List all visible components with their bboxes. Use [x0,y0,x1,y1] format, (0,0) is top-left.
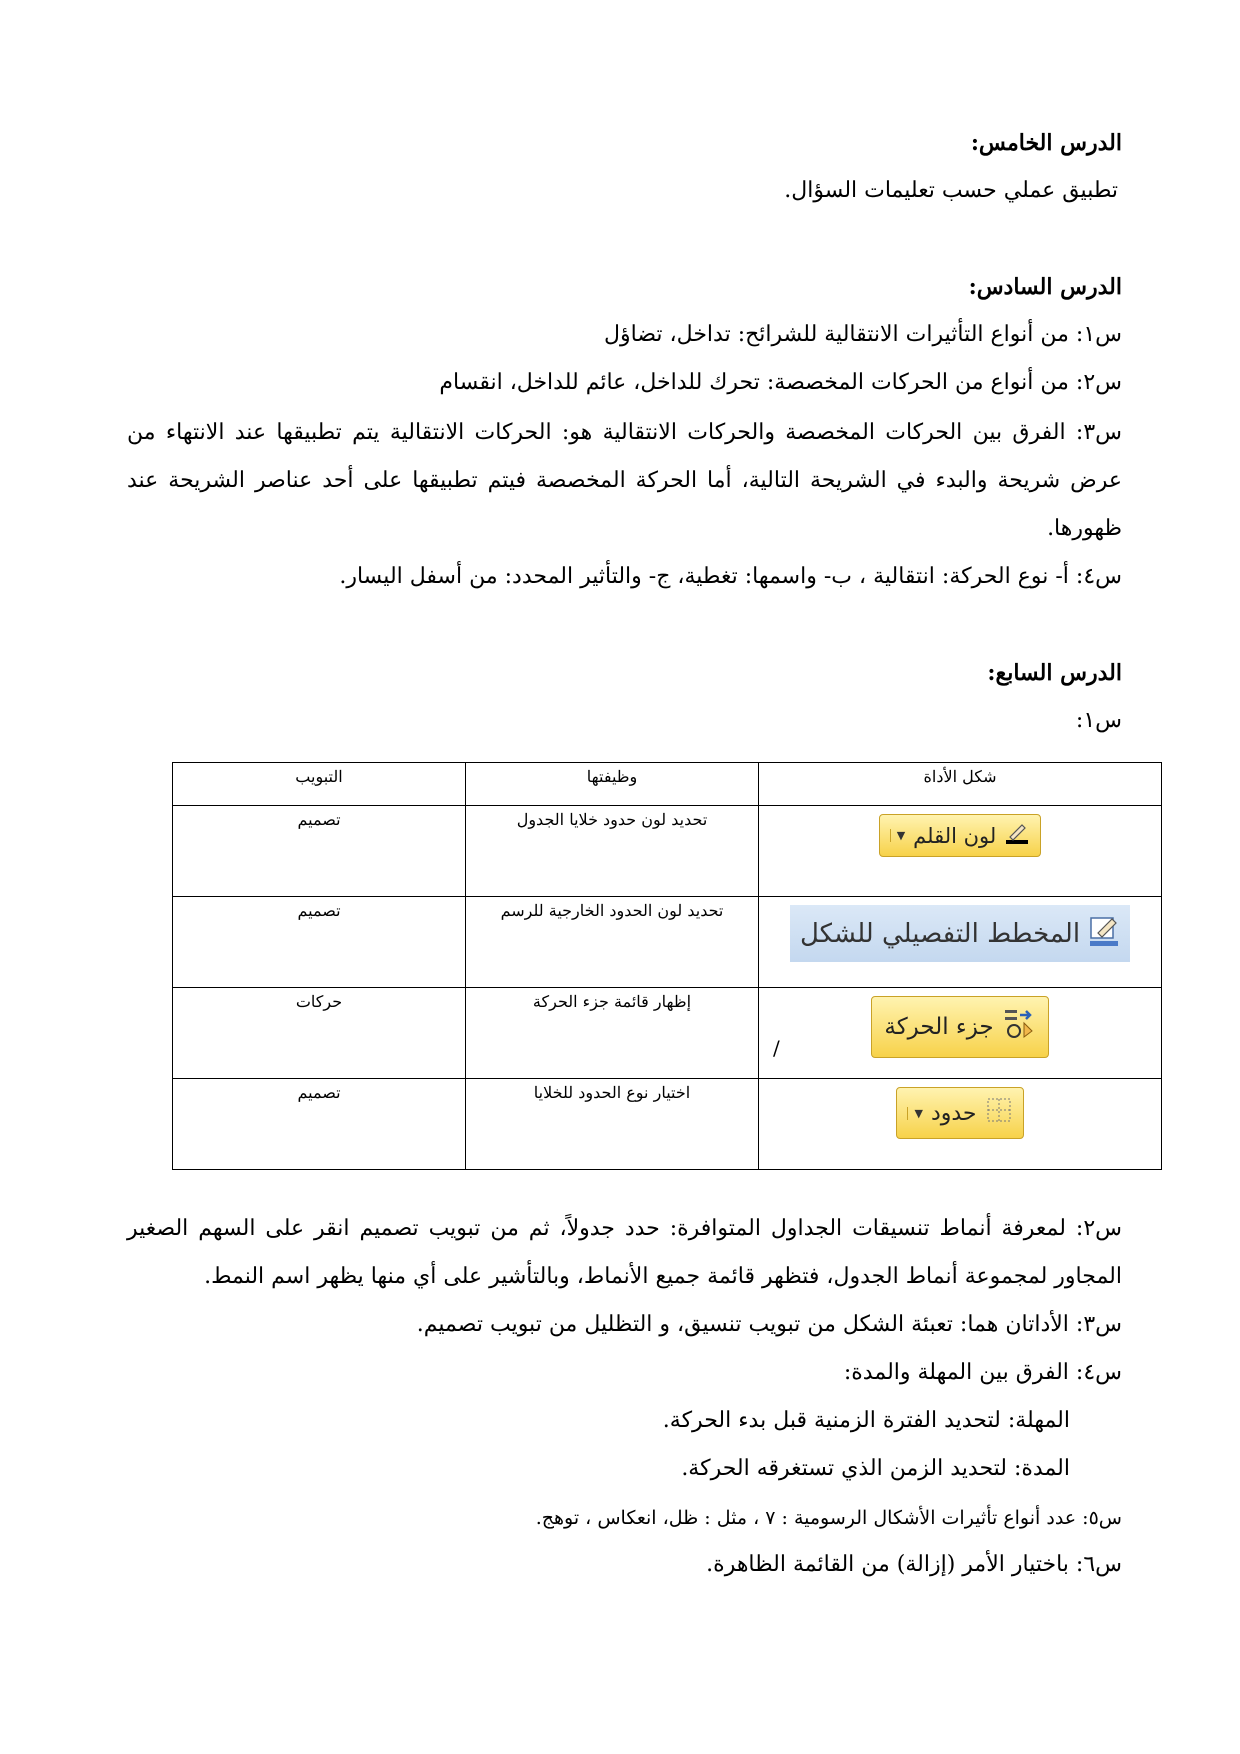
table-cell-tab: تصميم [173,1079,466,1170]
animation-pane-icon [1002,1007,1036,1047]
table-row [173,1079,1162,1170]
table-row [173,988,1162,1079]
lesson6-q3: س٣: الفرق بين الحركات المخصصة والحركات الانتقالية هو: الحركات الانتقالية يتم تطبيقها عند الانتهاء من عرض شريحة والبدء في الشريحة التالية، أما الحركة المخصصة فيتم تطبيقها على أحد عناصر الشريحة عند ظهورها. [127,420,1122,541]
table-row [173,806,1162,897]
shape-outline-label: المخطط التفصيلي للشكل [799,918,1081,949]
lesson7-q5: س٥: عدد أنواع تأثيرات الأشكال الرسومية : ٧ ، مثل : ظل، انعكاس ، توهج. [535,1507,1122,1529]
pen-color-icon [1004,821,1030,850]
pen-color-button [879,814,1042,857]
shape-outline-icon [1088,913,1120,954]
tools-table [172,762,1162,1170]
lesson7-q4-delay: المهلة: لتحديد الفترة الزمنية قبل بدء الحركة. [662,1408,1070,1433]
animation-pane-label: جزء الحركة [884,1014,994,1040]
dropdown-arrow-icon: ▼ [907,1107,922,1120]
lesson7-q4: س٤: الفرق بين المهلة والمدة: [843,1360,1122,1385]
table-cell-function: تحديد لون الحدود الخارجية للرسم [466,897,759,988]
table-cell-function: اختيار نوع الحدود للخلايا [466,1079,759,1170]
lesson6-q1: س١: من أنواع التأثيرات الانتقالية للشرائح: تداخل، تضاؤل [604,322,1122,347]
tool-shape-cell [759,988,1162,1079]
lesson7-heading: الدرس السابع: [987,660,1122,686]
header-shape: شكل الأداة [759,763,1162,806]
dropdown-arrow-icon: ▼ [890,829,905,842]
lesson7-q1-label: س١: [1075,708,1122,733]
header-tab: التبويب [173,763,466,806]
header-function: وظيفتها [466,763,759,806]
lesson6-heading: الدرس السادس: [968,274,1122,300]
lesson6-q4: س٤: أ- نوع الحركة: انتقالية ، ب- واسمها: تغطية، ج- والتأثير المحدد: من أسفل اليسار. [339,564,1122,589]
lesson7-q3: س٣: الأداتان هما: تعبئة الشكل من تبويب تنسيق، و التظليل من تبويب تصميم. [416,1312,1122,1337]
table-row [173,897,1162,988]
table-cell-tab: تصميم [173,897,466,988]
tool-shape-cell [759,897,1162,988]
table-cell-tab: حركات [173,988,466,1079]
borders-icon [985,1096,1013,1130]
table-cell-function: تحديد لون حدود خلايا الجدول [466,806,759,897]
pen-color-label: لون القلم [913,823,997,848]
table-cell-tab: تصميم [173,806,466,897]
lesson7-q4-duration: المدة: لتحديد الزمن الذي تستغرقه الحركة. [681,1456,1070,1481]
table-cell-function: إظهار قائمة جزء الحركة [466,988,759,1079]
tool-shape-cell [759,1079,1162,1170]
shape-outline-button [790,905,1130,962]
borders-label: حدود [930,1100,977,1126]
table-header-row [173,763,1162,806]
lesson7-q6: س٦: باختيار الأمر (إزالة) من القائمة الظاهرة. [706,1552,1122,1577]
borders-button [896,1087,1023,1139]
lesson6-q2: س٢: من أنواع من الحركات المخصصة: تحرك للداخل، عائم للداخل، انقسام [439,370,1122,395]
slash-mark: / [773,1036,780,1060]
tool-shape-cell [759,806,1162,897]
lesson5-heading: الدرس الخامس: [970,130,1122,156]
animation-pane-button [871,996,1048,1058]
lesson7-q2: س٢: لمعرفة أنماط تنسيقات الجداول المتوافرة: حدد جدولاً، ثم من تبويب تصميم انقر على السهم الصغير المجاور لمجموعة أنماط الجدول، فتظهر قائمة جميع الأنماط، وبالتأشير على أي منها يظهر اسم النمط. [127,1216,1122,1289]
lesson5-text: تطبيق عملي حسب تعليمات السؤال. [784,178,1118,203]
